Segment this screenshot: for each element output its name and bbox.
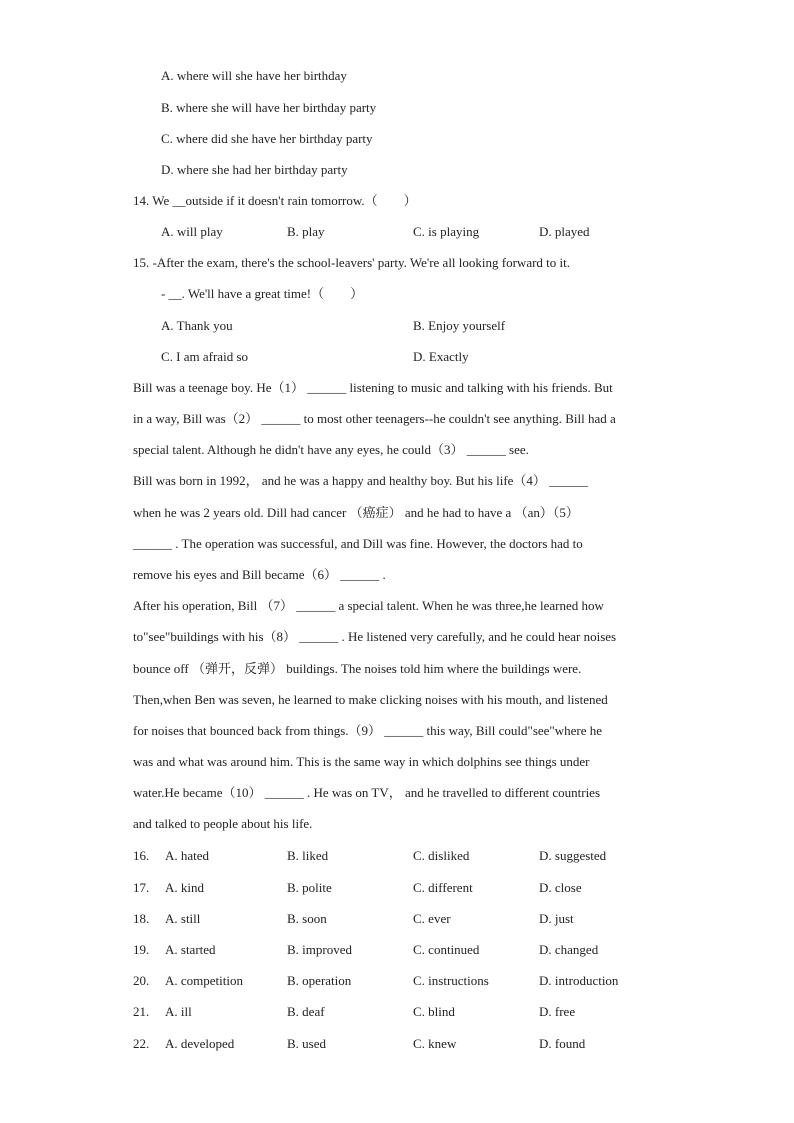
passage-line: Bill was a teenage boy. He（1） ______ listening to music and talking with his friends. But bbox=[133, 380, 613, 395]
option-b: B. used bbox=[287, 1036, 326, 1051]
option-c: C. ever bbox=[413, 911, 451, 926]
q14-option-d: D. played bbox=[539, 224, 590, 239]
passage-line: for noises that bounced back from things.（9） ______ this way, Bill could"see"where he bbox=[133, 723, 603, 738]
option-c: C. knew bbox=[413, 1036, 457, 1051]
q15-option-d: D. Exactly bbox=[413, 349, 469, 364]
option-b: B. operation bbox=[287, 973, 352, 988]
q15-option-c: C. I am afraid so bbox=[161, 349, 249, 364]
option-d: D. introduction bbox=[539, 973, 619, 988]
q13-option-b: B. where she will have her birthday party bbox=[161, 100, 377, 115]
passage-line: in a way, Bill was（2） ______ to most other teenagers--he couldn't see anything. Bill had a bbox=[133, 411, 616, 426]
option-a: A. kind bbox=[165, 880, 204, 895]
option-d: D. changed bbox=[539, 942, 599, 957]
q14-option-b: B. play bbox=[287, 224, 325, 239]
q15-option-b: B. Enjoy yourself bbox=[413, 318, 506, 333]
q15-reply: - __. We'll have a great time!（ ） bbox=[161, 286, 364, 301]
option-a: A. developed bbox=[165, 1036, 235, 1051]
option-d: D. free bbox=[539, 1004, 576, 1019]
option-b: B. liked bbox=[287, 848, 329, 863]
passage-line: Bill was born in 1992， and he was a happy and healthy boy. But his life（4） ______ bbox=[133, 473, 589, 488]
q14-stem: 14. We __outside if it doesn't rain tomorrow.（ ） bbox=[133, 193, 417, 208]
option-b: B. deaf bbox=[287, 1004, 325, 1019]
q13-option-d: D. where she had her birthday party bbox=[161, 162, 348, 177]
option-c: C. disliked bbox=[413, 848, 470, 863]
option-b: B. polite bbox=[287, 880, 332, 895]
option-b: B. soon bbox=[287, 911, 327, 926]
option-c: C. different bbox=[413, 880, 473, 895]
question-number: 19. bbox=[133, 942, 150, 957]
question-number: 18. bbox=[133, 911, 150, 926]
passage-line: was and what was around him. This is the same way in which dolphins see things under bbox=[133, 754, 590, 769]
option-c: C. blind bbox=[413, 1004, 455, 1019]
option-b: B. improved bbox=[287, 942, 352, 957]
q14-option-c: C. is playing bbox=[413, 224, 480, 239]
passage-line: Then,when Ben was seven, he learned to make clicking noises with his mouth, and listened bbox=[133, 692, 608, 707]
passage-line: remove his eyes and Bill became（6） ______ . bbox=[133, 567, 386, 582]
option-a: A. started bbox=[165, 942, 216, 957]
q13-option-c: C. where did she have her birthday party bbox=[161, 131, 373, 146]
question-number: 16. bbox=[133, 848, 150, 863]
option-d: D. close bbox=[539, 880, 582, 895]
q14-option-a: A. will play bbox=[161, 224, 223, 239]
question-number: 21. bbox=[133, 1004, 150, 1019]
option-a: A. competition bbox=[165, 973, 243, 988]
option-a: A. hated bbox=[165, 848, 210, 863]
option-d: D. suggested bbox=[539, 848, 607, 863]
passage-line: and talked to people about his life. bbox=[133, 816, 313, 831]
passage-line: bounce off （弹开，反弹） buildings. The noises told him where the buildings were. bbox=[133, 661, 582, 676]
q15-option-a: A. Thank you bbox=[161, 318, 233, 333]
option-c: C. instructions bbox=[413, 973, 489, 988]
question-number: 20. bbox=[133, 973, 150, 988]
q13-option-a: A. where will she have her birthday bbox=[161, 68, 347, 83]
question-number: 17. bbox=[133, 880, 150, 895]
passage-line: After his operation, Bill （7） ______ a special talent. When he was three,he learned how bbox=[133, 598, 604, 613]
passage-line: water.He became（10） ______ . He was on TV， and he travelled to different countries bbox=[133, 785, 601, 800]
option-a: A. ill bbox=[165, 1004, 192, 1019]
passage-line: special talent. Although he didn't have any eyes, he could（3） ______ see. bbox=[133, 442, 529, 457]
passage-line: to"see"buildings with his（8） ______ . He listened very carefully, and he could hear noises bbox=[133, 629, 617, 644]
question-number: 22. bbox=[133, 1036, 150, 1051]
passage-line: when he was 2 years old. Dill had cancer （癌症） and he had to have a （an）（5） bbox=[133, 505, 579, 520]
passage-line: ______ . The operation was successful, and Dill was fine. However, the doctors had to bbox=[133, 536, 583, 551]
option-d: D. just bbox=[539, 911, 574, 926]
option-c: C. continued bbox=[413, 942, 480, 957]
option-a: A. still bbox=[165, 911, 201, 926]
option-d: D. found bbox=[539, 1036, 586, 1051]
q15-stem: 15. -After the exam, there's the school-leavers' party. We're all looking forward to it. bbox=[133, 255, 570, 270]
